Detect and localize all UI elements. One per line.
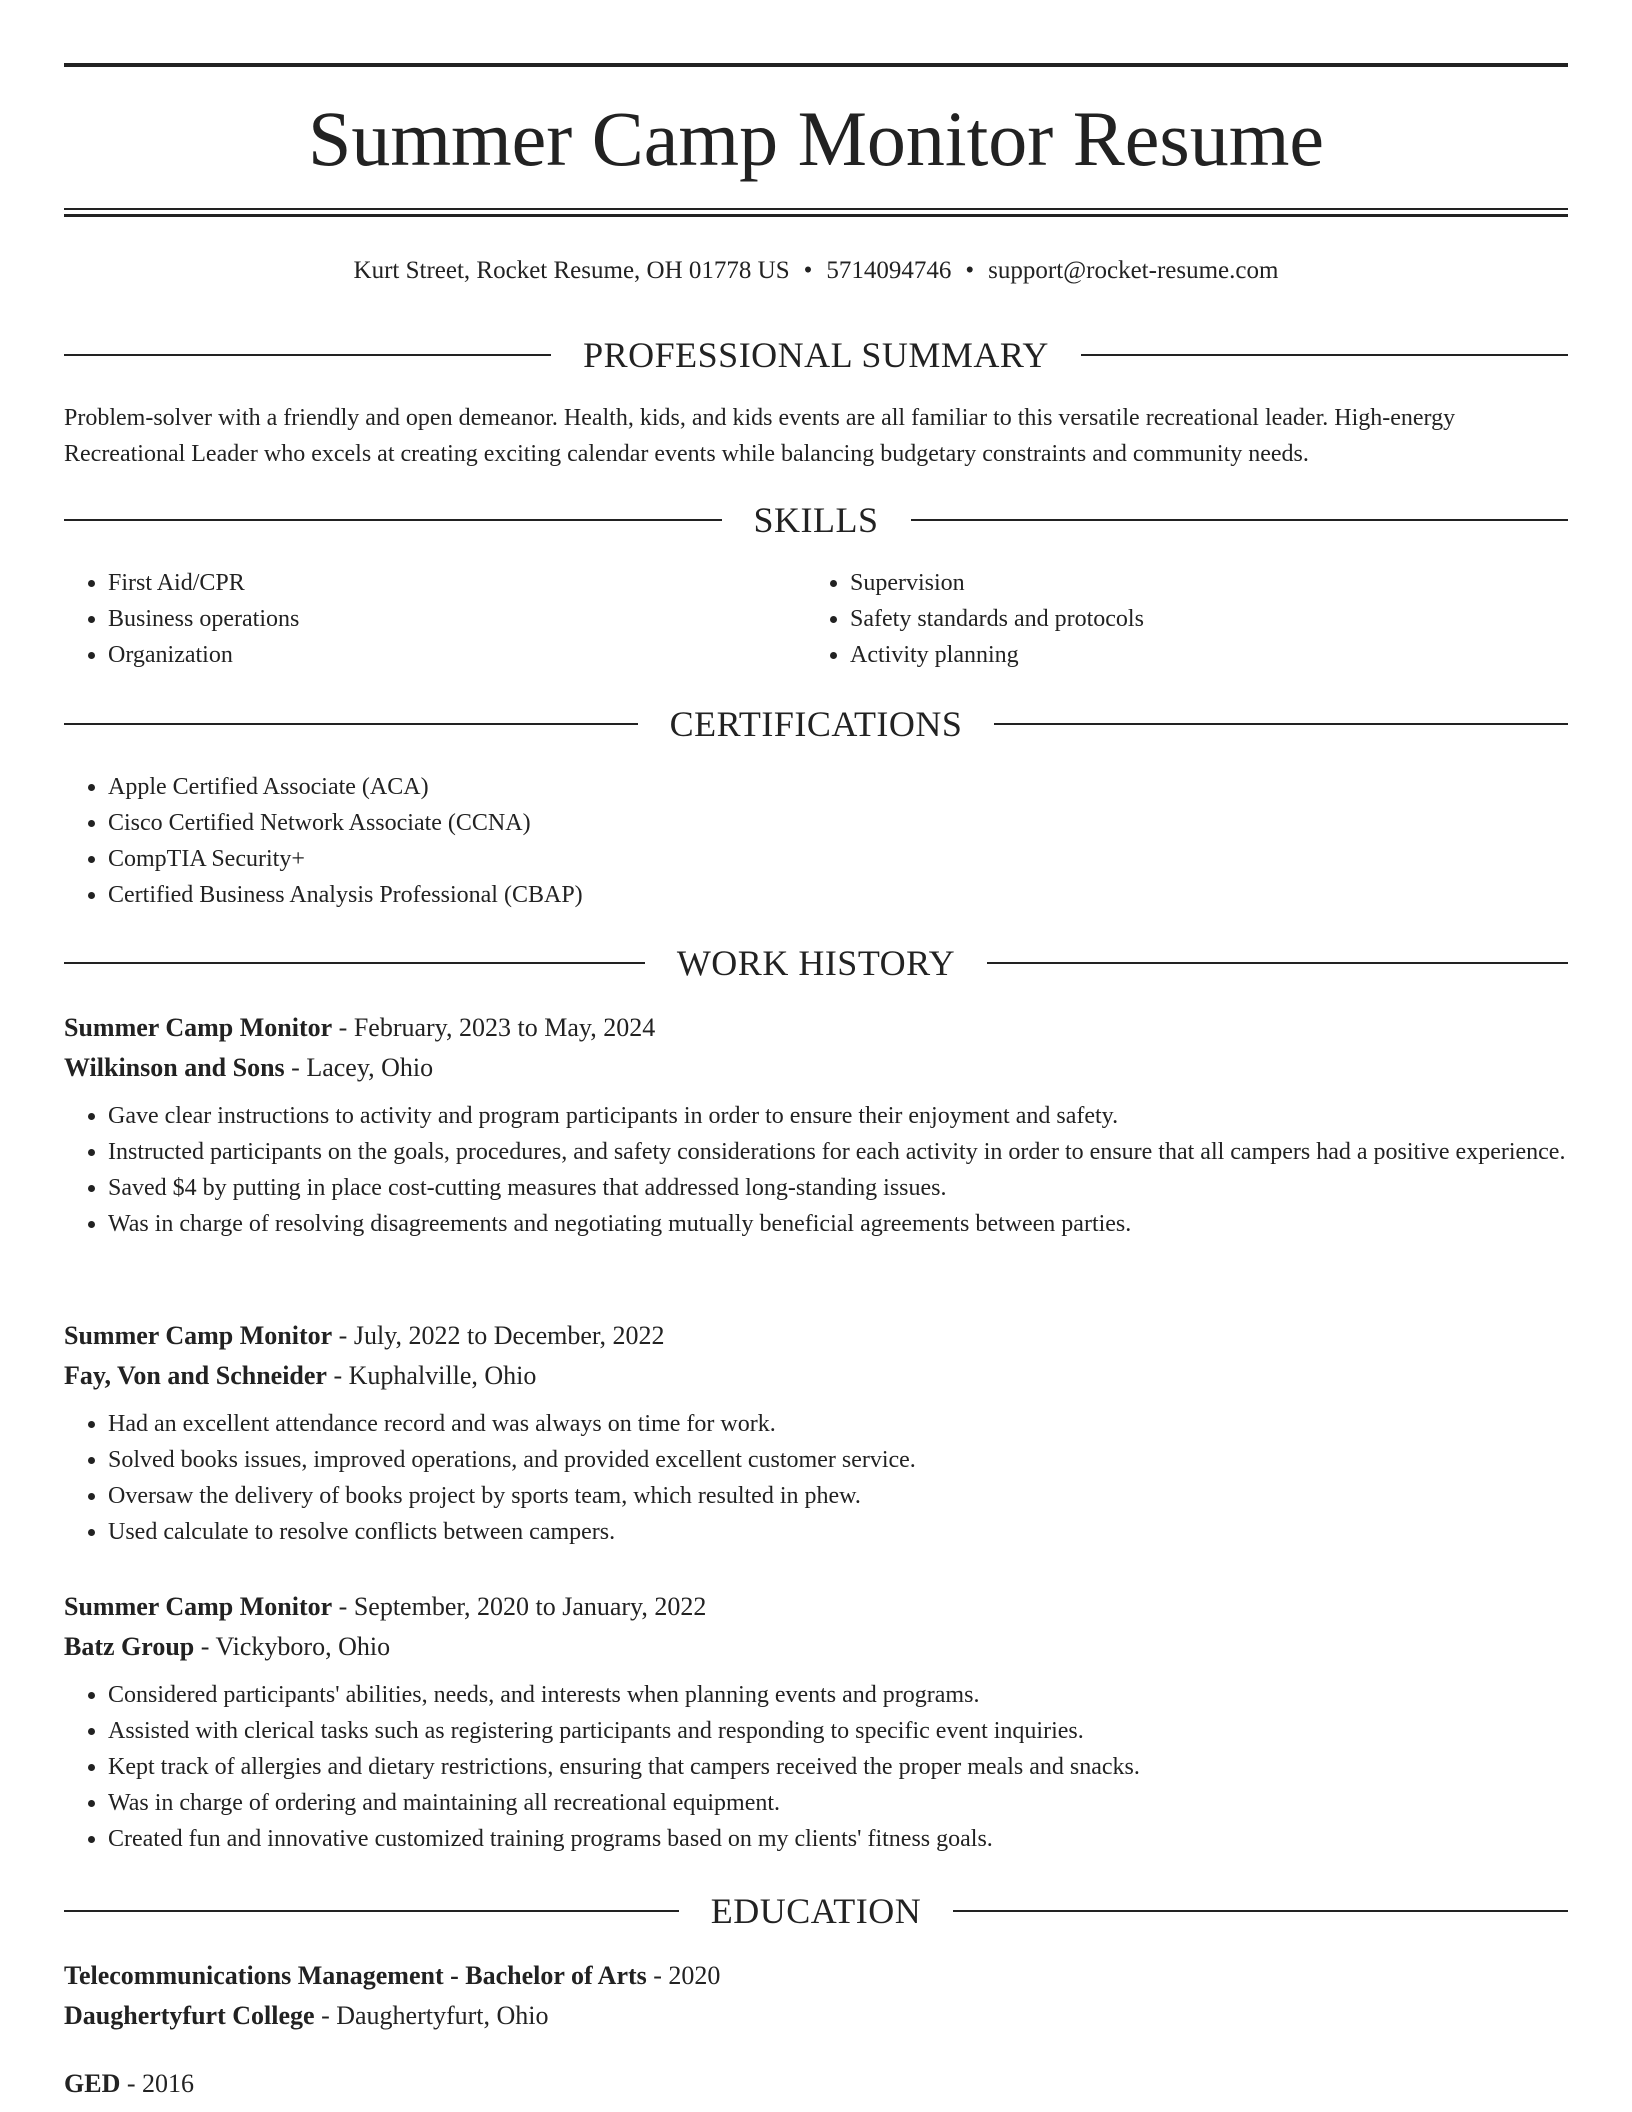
contact-phone: 5714094746 [826, 257, 952, 284]
top-rule [64, 63, 1568, 67]
education-degree-line [64, 1956, 1568, 1996]
education-year: - 2016 [120, 2069, 195, 2098]
job-location: - Lacey, Ohio [284, 1053, 434, 1082]
heading-rule [64, 354, 551, 356]
list-item: • Used calculate to resolve conflicts between campers. [108, 1514, 1568, 1550]
job-company: Fay, Von and Schneider [64, 1361, 327, 1390]
title-double-rule [64, 208, 1568, 217]
heading-rule [953, 1910, 1568, 1912]
job-entry [64, 1587, 1568, 1857]
job-company: Batz Group [64, 1632, 195, 1661]
job-company: Wilkinson and Sons [64, 1053, 285, 1082]
list-item: • Kept track of allergies and dietary restrictions, ensuring that campers received the proper meals and snacks. [108, 1749, 1568, 1785]
job-title-line [64, 1316, 1568, 1356]
heading-rule [64, 519, 722, 521]
job-company-line [64, 1356, 1568, 1396]
certifications-list [64, 769, 1568, 913]
list-item: • Business operations [108, 601, 806, 637]
section-title: PROFESSIONAL SUMMARY [583, 335, 1049, 375]
list-item: • Activity planning [850, 637, 1548, 673]
resume-title: Summer Camp Monitor Resume [307, 95, 1325, 182]
section-heading-skills [64, 500, 1568, 540]
job-company-line [64, 1048, 1568, 1088]
list-item: • Had an excellent attendance record and was always on time for work. [108, 1406, 1568, 1442]
education-degree: GED [64, 2069, 121, 2098]
section-heading-summary [64, 335, 1568, 375]
job-dates: - February, 2023 to May, 2024 [332, 1013, 656, 1042]
heading-rule [987, 962, 1568, 964]
education-location: - Daughertyfurt, Ohio [314, 2001, 549, 2030]
job-dates: - July, 2022 to December, 2022 [332, 1321, 665, 1350]
job-duties [64, 1098, 1568, 1242]
contact-line [64, 255, 1568, 287]
list-item: • Created fun and innovative customized training programs based on my clients' fitness goals. [108, 1821, 1568, 1857]
list-item: • Supervision [850, 565, 1548, 601]
section-title: WORK HISTORY [676, 943, 956, 983]
heading-rule [994, 723, 1568, 725]
list-item: • CompTIA Security+ [108, 841, 1568, 877]
heading-rule [911, 519, 1569, 521]
education-entry [64, 1956, 1568, 2036]
list-item: • Oversaw the delivery of books project by sports team, which resulted in phew. [108, 1478, 1568, 1514]
list-item: • Assisted with clerical tasks such as registering participants and responding to specific event inquiries. [108, 1713, 1568, 1749]
list-item: • Instructed participants on the goals, procedures, and safety considerations for each activity in order to ensure that all campers had a positive experience. [108, 1134, 1568, 1170]
list-item: • Was in charge of resolving disagreements and negotiating mutually beneficial agreements between parties. [108, 1206, 1568, 1242]
section-heading-certifications [64, 704, 1568, 744]
section-title: EDUCATION [710, 1891, 922, 1931]
education-degree: Telecommunications Management - Bachelor of Arts [64, 1961, 647, 1990]
summary-text: Problem-solver with a friendly and open demeanor. Health, kids, and kids events are all familiar to this versatile recreational leader. High-energy Recreational Leader who excels at creating exciting calendar events while balancing budgetary constraints and community needs. [64, 405, 1456, 467]
job-location: - Vickyboro, Ohio [194, 1632, 391, 1661]
list-item: • Safety standards and protocols [850, 601, 1548, 637]
heading-rule [64, 962, 645, 964]
job-title: Summer Camp Monitor [64, 1013, 333, 1042]
section-title: SKILLS [753, 500, 879, 540]
list-item: • Solved books issues, improved operations, and provided excellent customer service. [108, 1442, 1568, 1478]
education-school: Daughertyfurt College [64, 2001, 315, 2030]
job-company-line [64, 1627, 1568, 1667]
contact-separator: • [965, 257, 975, 284]
list-item: • Saved $4 by putting in place cost-cutting measures that addressed long-standing issues. [108, 1170, 1568, 1206]
heading-rule [1081, 354, 1568, 356]
job-duties [64, 1406, 1568, 1550]
list-item: • Organization [108, 637, 806, 673]
education-school-line [64, 1996, 1568, 2036]
education-degree-line [64, 2064, 1568, 2104]
job-entry [64, 1316, 1568, 1550]
section-title: CERTIFICATIONS [669, 704, 963, 744]
job-title-line [64, 1587, 1568, 1627]
list-item: • Was in charge of ordering and maintaining all recreational equipment. [108, 1785, 1568, 1821]
education-entry [64, 2064, 1568, 2104]
section-heading-work-history [64, 943, 1568, 983]
skills-list [64, 565, 1568, 673]
contact-email: support@rocket-resume.com [988, 257, 1279, 284]
job-title: Summer Camp Monitor [64, 1592, 333, 1621]
list-item: • First Aid/CPR [108, 565, 806, 601]
contact-address: Kurt Street, Rocket Resume, OH 01778 US [353, 257, 790, 284]
list-item: • Cisco Certified Network Associate (CCNA) [108, 805, 1568, 841]
job-duties [64, 1677, 1568, 1857]
education-year: - 2020 [646, 1961, 721, 1990]
job-entry [64, 1008, 1568, 1242]
skills-column-left [64, 565, 806, 673]
list-item: • Certified Business Analysis Professional (CBAP) [108, 877, 1568, 913]
job-dates: - September, 2020 to January, 2022 [332, 1592, 707, 1621]
heading-rule [64, 723, 638, 725]
skills-column-right [806, 565, 1548, 673]
heading-rule [64, 1910, 679, 1912]
list-item: • Gave clear instructions to activity and program participants in order to ensure their enjoyment and safety. [108, 1098, 1568, 1134]
list-item: • Considered participants' abilities, needs, and interests when planning events and programs. [108, 1677, 1568, 1713]
contact-separator: • [803, 257, 813, 284]
job-title: Summer Camp Monitor [64, 1321, 333, 1350]
job-location: - Kuphalville, Ohio [326, 1361, 537, 1390]
list-item: • Apple Certified Associate (ACA) [108, 769, 1568, 805]
job-title-line [64, 1008, 1568, 1048]
section-heading-education [64, 1891, 1568, 1931]
